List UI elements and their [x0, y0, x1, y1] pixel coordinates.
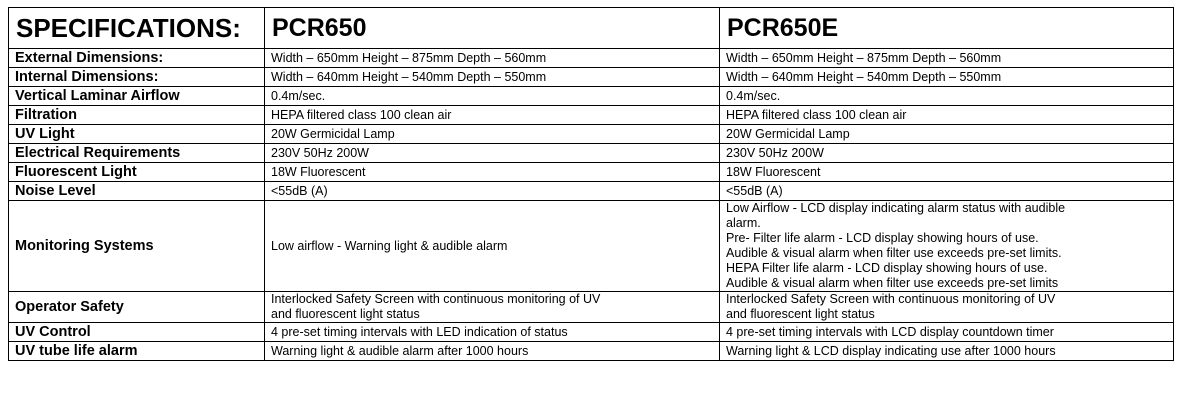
model-a-value	[265, 292, 720, 323]
model-a-value: 4 pre-set timing intervals with LED indication of status	[265, 323, 720, 342]
table-row	[9, 163, 1174, 182]
model-b-value: HEPA filtered class 100 clean air	[720, 106, 1174, 125]
row-label: UV Control	[9, 323, 265, 342]
model-b-value: 18W Fluorescent	[720, 163, 1174, 182]
row-label: Filtration	[9, 106, 265, 125]
row-label: Fluorescent Light	[9, 163, 265, 182]
value-line: Interlocked Safety Screen with continuous monitoring of UV	[726, 292, 1056, 306]
value-line: and fluorescent light status	[726, 307, 875, 321]
model-b-value: 20W Germicidal Lamp	[720, 125, 1174, 144]
model-a-value: HEPA filtered class 100 clean air	[265, 106, 720, 125]
model-a-value: Width – 640mm Height – 540mm Depth – 550mm	[265, 68, 720, 87]
model-b-value: <55dB (A)	[720, 182, 1174, 201]
model-a-value: <55dB (A)	[265, 182, 720, 201]
value-line: HEPA Filter life alarm - LCD display showing hours of use.	[726, 261, 1048, 275]
table-row	[9, 182, 1174, 201]
table-row	[9, 68, 1174, 87]
table-row	[9, 125, 1174, 144]
specifications-table	[8, 7, 1174, 361]
value-line: alarm.	[726, 216, 761, 230]
row-label: UV tube life alarm	[9, 342, 265, 361]
table-row	[9, 106, 1174, 125]
row-label: UV Light	[9, 125, 265, 144]
model-b-value	[720, 201, 1174, 292]
model-b-value: Width – 650mm Height – 875mm Depth – 560mm	[720, 49, 1174, 68]
table-row	[9, 292, 1174, 323]
value-line: Audible & visual alarm when filter use exceeds pre-set limits.	[726, 246, 1062, 260]
specifications-heading: SPECIFICATIONS:	[9, 8, 265, 49]
model-a-value: 20W Germicidal Lamp	[265, 125, 720, 144]
model-b-value: 0.4m/sec.	[720, 87, 1174, 106]
value-line: and fluorescent light status	[271, 307, 420, 321]
row-label: Vertical Laminar Airflow	[9, 87, 265, 106]
value-line: Low Airflow - LCD display indicating alarm status with audible	[726, 201, 1066, 215]
model-a-value: 18W Fluorescent	[265, 163, 720, 182]
row-label: External Dimensions:	[9, 49, 265, 68]
model-a-value: Low airflow - Warning light & audible alarm	[265, 201, 720, 292]
row-label: Monitoring Systems	[9, 201, 265, 292]
model-b-value: Width – 640mm Height – 540mm Depth – 550mm	[720, 68, 1174, 87]
table-row	[9, 49, 1174, 68]
model-b-value: 4 pre-set timing intervals with LCD display countdown timer	[720, 323, 1174, 342]
model-a-value: 230V 50Hz 200W	[265, 144, 720, 163]
table-row	[9, 144, 1174, 163]
table-row	[9, 342, 1174, 361]
value-line: Interlocked Safety Screen with continuous monitoring of UV	[271, 292, 601, 306]
model-a-value: 0.4m/sec.	[265, 87, 720, 106]
table-row	[9, 323, 1174, 342]
model-a-value: Width – 650mm Height – 875mm Depth – 560mm	[265, 49, 720, 68]
value-line: Pre- Filter life alarm - LCD display showing hours of use.	[726, 231, 1039, 245]
table-row	[9, 87, 1174, 106]
model-b-value	[720, 292, 1174, 323]
value-line: Audible & visual alarm when filter use exceeds pre-set limits	[726, 276, 1059, 290]
row-label: Internal Dimensions:	[9, 68, 265, 87]
row-label: Noise Level	[9, 182, 265, 201]
row-label: Electrical Requirements	[9, 144, 265, 163]
model-b-heading: PCR650E	[720, 8, 1174, 49]
row-label: Operator Safety	[9, 292, 265, 323]
table-row	[9, 201, 1174, 292]
model-b-value: 230V 50Hz 200W	[720, 144, 1174, 163]
model-a-heading: PCR650	[265, 8, 720, 49]
model-a-value: Warning light & audible alarm after 1000 hours	[265, 342, 720, 361]
model-b-value: Warning light & LCD display indicating use after 1000 hours	[720, 342, 1174, 361]
table-header-row	[9, 8, 1174, 49]
